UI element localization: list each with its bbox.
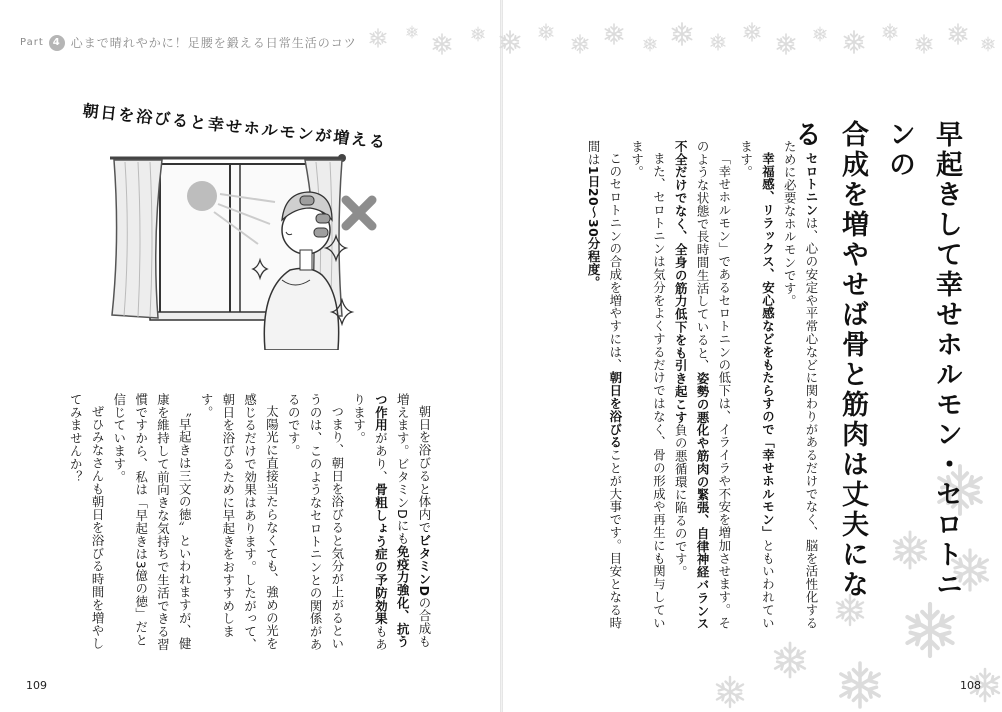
page-gutter <box>500 0 503 712</box>
paragraph <box>669 140 734 632</box>
paragraph-text: 負の悪循環に陥るのです。 <box>673 423 689 579</box>
paragraph-text: は、心の安定や平常心などに関わりがあるだけでなく、脳を活性化するために必要なホルモンです。 <box>782 140 819 630</box>
paragraph <box>64 393 108 655</box>
heading-line-2: 合成を増やせば骨と筋肉は丈夫になる <box>790 120 868 600</box>
part-label: Part <box>20 37 44 48</box>
paragraph-text: 「幸せホルモン」であるセロトニンの低下は、イライラや不安を増加させます。そのような状態で長時間生活していると、 <box>695 140 732 630</box>
paragraph-text: つまり、朝日を浴びると気分が上がるというのは、このようなセロトニンとの関係があるのです。 <box>286 393 345 651</box>
paragraph <box>778 140 822 632</box>
paragraph <box>626 140 670 632</box>
emphasis: セロトニン <box>804 152 819 217</box>
paragraph-text: の合成も増えます。ビタミンDにも <box>395 393 432 649</box>
snowflake-icon <box>370 23 994 54</box>
paragraph <box>195 393 282 655</box>
paragraph-text: ともいわれています。 <box>738 140 776 630</box>
illustration-caption <box>81 98 414 152</box>
paragraph <box>735 140 779 632</box>
paragraph-text: 〝早起きは三文の徳〟といわれますが、健康を維持して前向きな気持ちで生活できる習慣ですから、私は「早起きは3億の徳」だと信じています。 <box>111 393 193 651</box>
morning-sun-illustration <box>110 140 400 350</box>
caption-text: 朝日を浴びると幸せホルモンが増える <box>81 100 389 152</box>
paragraph-text: があり、 <box>373 431 389 484</box>
page-number-left: 109 <box>26 679 47 692</box>
emphasis: 姿勢の悪化や筋肉の緊張、自律神経バランス不全だけでなく、全身の筋力低下をも引き起こす <box>673 140 711 631</box>
snowflake-band <box>360 18 1002 60</box>
emphasis: 幸福感、リラックス、安心感などをもたらすので「幸せホルモン」 <box>760 152 776 540</box>
page-number-right: 108 <box>960 679 981 692</box>
paragraph-text: また、セロトニンは気分をよくするだけではなく、骨の形成や再生にも関与しています。 <box>629 140 667 630</box>
paragraph <box>582 140 626 632</box>
emphasis: 朝日を浴びる <box>607 371 623 450</box>
part-number-badge: 4 <box>49 35 65 51</box>
chapter-title: 心まで晴れやかに！足腰を鍛える日常生活のコツ <box>70 36 357 50</box>
left-page-body <box>55 393 435 655</box>
paragraph-text: 朝日を浴びると体内で <box>417 405 432 535</box>
heading-line-1: 早起きして幸せホルモン・セロトニンの <box>884 120 962 600</box>
emphasis: ビタミンD <box>417 534 432 597</box>
paragraph-text: ぜひみなさんも朝日を浴びる時間を増やしてみませんか？ <box>68 393 106 651</box>
emphasis: 1日20〜30分程度。 <box>586 165 602 289</box>
paragraph <box>108 393 195 655</box>
right-page-body <box>560 140 822 632</box>
cross-icon <box>346 200 372 226</box>
paragraph <box>282 393 347 655</box>
paragraph-text: 太陽光に直接当たらなくても、強めの光を感じるだけで効果はあります。したがって、朝日を浴びるために早起きをおすすめします。 <box>199 393 280 651</box>
paragraph-text: もあります。 <box>351 393 389 652</box>
paragraph-text: ことが大事です。目安となる時間は <box>586 140 623 630</box>
paragraph-text: このセロトニンの合成を増やすには、 <box>607 152 623 372</box>
paragraph <box>348 393 435 655</box>
running-header <box>20 34 357 51</box>
emphasis: 免疫力強化、抗うつ作用 <box>373 393 411 649</box>
emphasis: 骨粗しょう症の予防効果 <box>373 483 389 626</box>
